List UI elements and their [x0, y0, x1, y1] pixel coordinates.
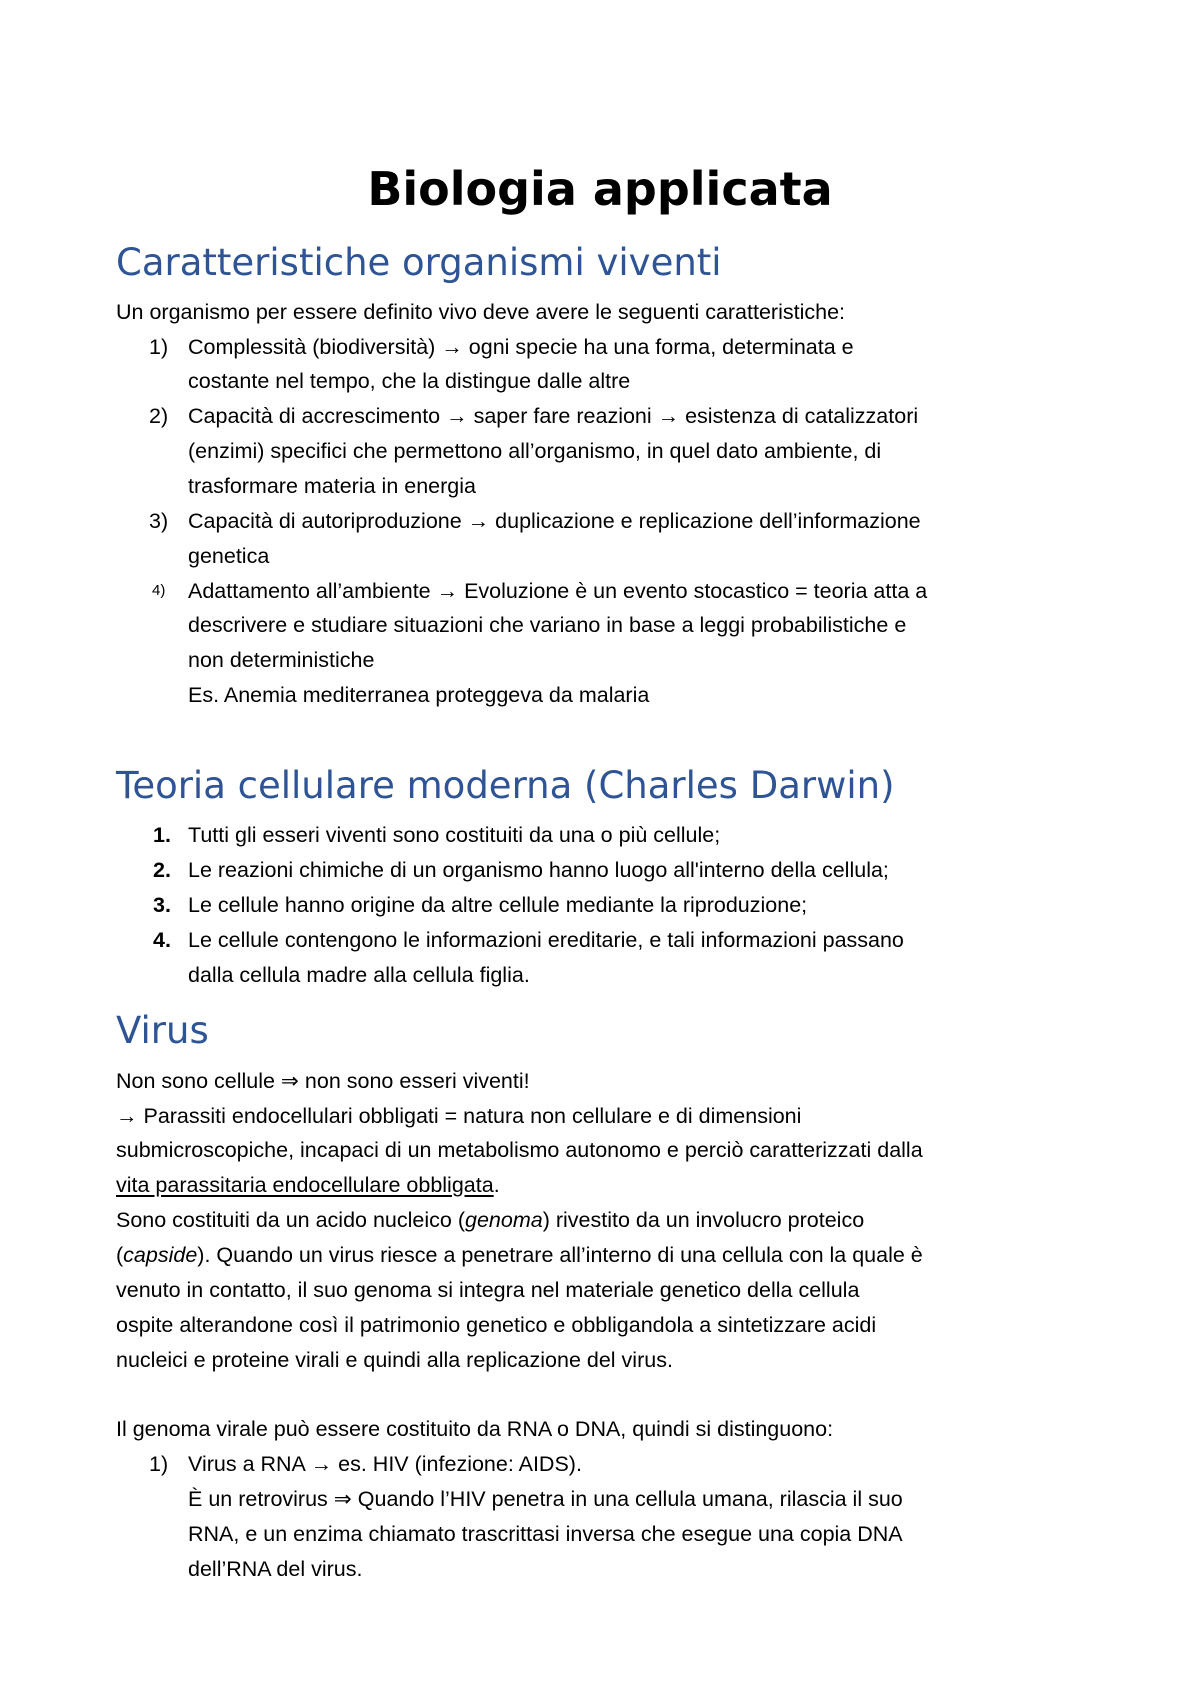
list-number: 4) [152, 582, 166, 599]
underlined-phrase: vita parassitaria endocellulare obbligata [116, 1173, 494, 1197]
list-item-line: trasformare materia in energia [188, 474, 476, 498]
text-span: ) rivestito da un involucro proteico [542, 1208, 865, 1232]
list-number: 2) [149, 404, 169, 428]
list-item-line: Tutti gli esseri viventi sono costituiti da una o più cellule; [188, 823, 721, 847]
period: . [493, 1173, 500, 1197]
list-item-line: RNA, e un enzima chiamato trascrittasi inversa che esegue una copia DNA [188, 1522, 903, 1546]
list-item-line: Capacità di autoriproduzione → duplicazione e replicazione dell’informazione [188, 509, 921, 533]
virus-paragraph-line [116, 1240, 923, 1270]
heading-caratteristiche: Caratteristiche organismi viventi [116, 241, 722, 284]
list-item-line: Le cellule contengono le informazioni ereditarie, e tali informazioni passano [188, 928, 904, 952]
list-number: 1) [149, 1452, 169, 1476]
list-item-line: dalla cellula madre alla cellula figlia. [188, 963, 530, 987]
virus-paragraph-line: submicroscopiche, incapaci di un metabolismo autonomo e perciò caratterizzati dalla [116, 1138, 923, 1162]
virus-paragraph-line: → Parassiti endocellulari obbligati = natura non cellulare e di dimensioni [116, 1104, 802, 1128]
list-item-line: dell’RNA del virus. [188, 1557, 363, 1581]
virus-paragraph-line: nucleici e proteine virali e quindi alla replicazione del virus. [116, 1348, 673, 1372]
virus-paragraph-line: Non sono cellule ⇒ non sono esseri viventi! [116, 1069, 530, 1093]
list-number: 1) [149, 335, 169, 359]
italic-term-genoma: genoma [465, 1208, 543, 1232]
list-item-line: Le cellule hanno origine da altre cellule mediante la riproduzione; [188, 893, 808, 917]
list-number: 2. [153, 858, 171, 882]
list-item-line: Complessità (biodiversità) → ogni specie ha una forma, determinata e [188, 335, 854, 359]
text-span: ). Quando un virus riesce a penetrare all’interno di una cellula con la quale è [197, 1243, 923, 1267]
text-span: Sono costituiti da un acido nucleico ( [116, 1208, 465, 1232]
list-item-line: non deterministiche [188, 648, 375, 672]
list-item-line: descrivere e studiare situazioni che variano in base a leggi probabilistiche e [188, 613, 907, 637]
list-item-line: Adattamento all’ambiente → Evoluzione è un evento stocastico = teoria atta a [188, 579, 928, 603]
list-item-line: Capacità di accrescimento → saper fare reazioni → esistenza di catalizzatori [188, 404, 919, 428]
list-item-line: Le reazioni chimiche di un organismo hanno luogo all'interno della cellula; [188, 858, 889, 882]
list-item-line: Virus a RNA → es. HIV (infezione: AIDS). [188, 1452, 582, 1476]
list-item-line: costante nel tempo, che la distingue dalle altre [188, 369, 631, 393]
list-number: 3) [149, 509, 169, 533]
list-item-line: (enzimi) specifici che permettono all’organismo, in quel dato ambiente, di [188, 439, 882, 463]
italic-term-capside: capside [123, 1243, 198, 1267]
virus-paragraph-line: venuto in contatto, il suo genoma si integra nel materiale genetico della cellula [116, 1278, 860, 1302]
virus-paragraph-line: Il genoma virale può essere costituito da RNA o DNA, quindi si distinguono: [116, 1417, 834, 1441]
heading-virus: Virus [116, 1009, 209, 1052]
heading-teoria-cellulare: Teoria cellulare moderna (Charles Darwin) [116, 764, 895, 807]
virus-paragraph-line [116, 1205, 864, 1235]
list-item-line: Es. Anemia mediterranea proteggeva da malaria [188, 683, 650, 707]
document-title: Biologia applicata [367, 162, 833, 216]
list-number: 4. [153, 928, 171, 952]
text-span: ( [116, 1243, 124, 1267]
list-item-line: È un retrovirus ⇒ Quando l’HIV penetra in una cellula umana, rilascia il suo [188, 1487, 903, 1511]
list-number: 3. [153, 893, 171, 917]
virus-paragraph-line: ospite alterandone così il patrimonio genetico e obbligandola a sintetizzare acidi [116, 1313, 877, 1337]
list-number: 1. [153, 823, 171, 847]
section1-intro: Un organismo per essere definito vivo deve avere le seguenti caratteristiche: [116, 300, 845, 324]
list-item-line: genetica [188, 544, 270, 568]
virus-paragraph-line [116, 1170, 500, 1200]
